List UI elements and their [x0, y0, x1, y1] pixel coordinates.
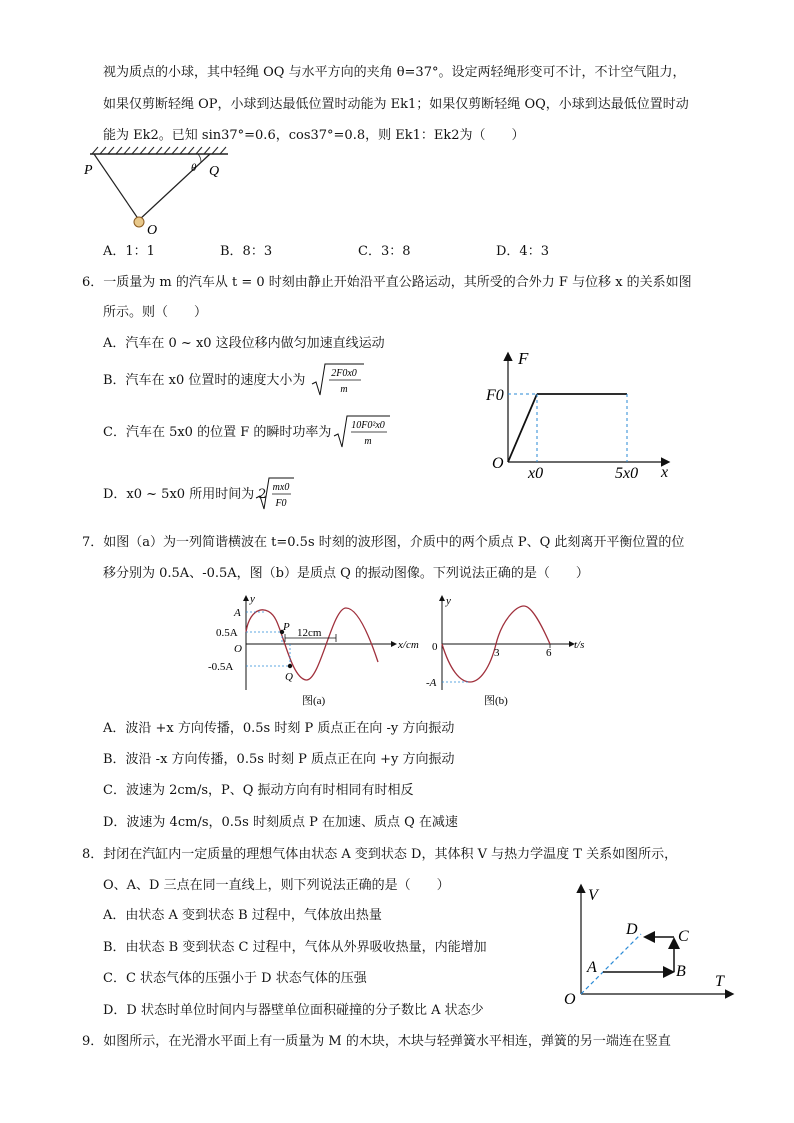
q8-option-d: D．D 状态时单位时间内与器壁单位面积碰撞的分子数比 A 状态少 [103, 1003, 484, 1018]
q6-option-c-denominator: m [364, 436, 372, 447]
q7b-tick-6: 6 [546, 647, 552, 659]
q5-figure [80, 146, 240, 238]
q6-line2: 所示。则（ ） [103, 305, 208, 320]
q8-graph-axis-v: V [588, 887, 598, 904]
q8-option-c: C．C 状态气体的压强小于 D 状态气体的压强 [103, 971, 367, 986]
q7-option-d: D．波速为 4cm/s，0.5s 时刻质点 P 在加速、质点 Q 在减速 [103, 815, 458, 830]
q6-graph-axis-x: x [661, 464, 669, 481]
q7a-axis-y: y [250, 593, 255, 605]
q5-line3: 能为 Ek2。已知 sin37°=0.6，cos37°=0.8，则 Ek1：Ek2为（ ） [103, 128, 525, 143]
q6-option-b-radical [311, 362, 365, 398]
q6-graph-axis-f: F [518, 349, 529, 368]
q6-option-b [103, 372, 305, 390]
q7a-origin: O [234, 643, 242, 655]
q7b-caption: 图(b) [484, 695, 508, 707]
q7a-point-q: Q [285, 671, 293, 683]
q6-graph-origin: O [492, 455, 504, 472]
q7-option-b: B．波沿 -x 方向传播，0.5s 时刻 P 质点正在向 +y 方向振动 [103, 752, 455, 767]
q6-option-b-numerator: 2F0x0 [331, 368, 357, 379]
q7-figure-b [424, 590, 594, 712]
q5-option-c: C．3：8 [358, 244, 411, 259]
q7a-distance: 12cm [297, 627, 322, 639]
q7a-caption: 图(a) [302, 695, 326, 707]
q7-line1: 7．如图（a）为一列简谐横波在 t=0.5s 时刻的波形图，介质中的两个质点 P、Q 此刻离开平衡位置的位 [82, 535, 685, 550]
q5-line2: 如果仅剪断轻绳 OP，小球到达最低位置时动能为 Ek1；如果仅剪断轻绳 OQ，小球到达最低位置时动 [103, 97, 689, 112]
q6-option-d-numerator: mx0 [272, 482, 290, 493]
q8-graph-axis-t: T [715, 973, 724, 990]
q7-option-c: C．波速为 2cm/s，P、Q 振动方向有时相同有时相反 [103, 783, 414, 798]
q5-fig-label-q: Q [209, 164, 220, 179]
q7b-tick-3: 3 [494, 647, 500, 659]
q6-graph-label-5x0: 5x0 [615, 465, 639, 482]
q9-line1: 9．如图所示，在光滑水平面上有一质量为 M 的木块，木块与轻弹簧水平相连，弹簧的另一端连在竖直 [82, 1034, 671, 1049]
q7a-label-neghalf: -0.5A [208, 661, 234, 673]
q7b-axis-y: y [446, 595, 451, 607]
q7a-label-half: 0.5A [216, 627, 238, 639]
q6-graph-label-x0: x0 [528, 465, 544, 482]
q8-option-a: A．由状态 A 变到状态 B 过程中，气体放出热量 [103, 908, 382, 923]
q7a-axis-x: x/cm [398, 639, 419, 651]
q7b-axis-t: t/s [574, 639, 585, 651]
q6-option-d-radical [255, 476, 295, 512]
q5-option-a: A．1：1 [103, 244, 155, 259]
q8-line1: 8．封闭在汽缸内一定质量的理想气体由状态 A 变到状态 D，其体积 V 与热力学温度 T 关系如图所示， [82, 847, 678, 862]
q6-option-d-text: D．x0 ~ 5x0 所用时间为 2 [103, 487, 267, 502]
q8-graph-point-a: A [587, 959, 597, 976]
q5-option-b: B．8：3 [220, 244, 273, 259]
q5-fig-label-o: O [147, 223, 158, 238]
q8-volume-temperature-graph [560, 880, 740, 1010]
q6-graph-label-f0: F0 [486, 387, 504, 404]
q8-line2: O、A、D 三点在同一直线上，则下列说法正确的是（ ） [103, 878, 450, 893]
q6-option-a: A．汽车在 0 ~ x0 这段位移内做匀加速直线运动 [103, 336, 385, 351]
q8-graph-point-b: B [676, 963, 686, 980]
q6-force-displacement-graph [478, 346, 678, 486]
q6-option-b-text: B．汽车在 x0 位置时的速度大小为 [103, 373, 306, 388]
q7a-label-a: A [234, 607, 241, 619]
q6-option-d [103, 486, 267, 504]
q8-graph-point-d: D [626, 921, 638, 938]
q6-option-c-radical [333, 414, 391, 450]
q8-graph-origin: O [564, 991, 576, 1008]
q7b-origin: 0 [432, 641, 438, 653]
q5-line1: 视为质点的小球，其中轻绳 OQ 与水平方向的夹角 θ=37°。设定两轻绳形变可不计，不计空气阻力， [103, 65, 686, 80]
q6-option-c-numerator: 10F0²x0 [351, 420, 385, 431]
q7-line2: 移分别为 0.5A、-0.5A，图（b）是质点 Q 的振动图像。下列说法正确的是（ ） [103, 566, 589, 581]
q7b-label-nega: -A [426, 677, 437, 689]
q6-option-c-text: C．汽车在 5x0 的位置 F 的瞬时功率为 [103, 425, 332, 440]
q6-option-c [103, 424, 331, 442]
q7-option-a: A．波沿 +x 方向传播，0.5s 时刻 P 质点正在向 -y 方向振动 [103, 721, 455, 736]
q8-graph-point-c: C [678, 928, 689, 945]
q5-option-d: D．4：3 [496, 244, 549, 259]
q7-figure-a [206, 590, 424, 712]
q6-option-b-denominator: m [340, 384, 348, 395]
q7a-point-p: P [283, 621, 290, 633]
q5-fig-label-theta: θ [191, 162, 197, 174]
q5-fig-label-p: P [84, 163, 93, 178]
q6-line1: 6．一质量为 m 的汽车从 t = 0 时刻由静止开始沿平直公路运动，其所受的合外力 F 与位移 x 的关系如图 [82, 275, 692, 290]
q8-option-b: B．由状态 B 变到状态 C 过程中，气体从外界吸收热量，内能增加 [103, 940, 487, 955]
q6-option-d-denominator: F0 [275, 498, 287, 509]
